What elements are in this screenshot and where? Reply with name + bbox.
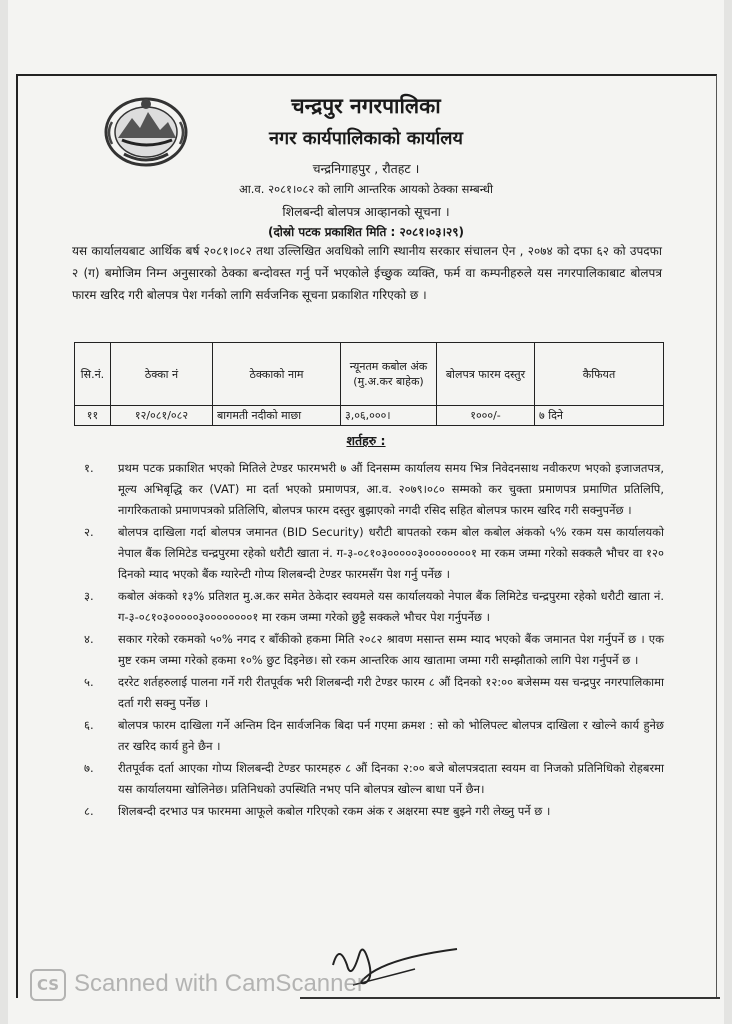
condition-item bbox=[84, 458, 664, 521]
condition-text: सकार गरेको रकमको ५०% नगद र बाँकीको हकमा मिति २०८२ श्रावण मसान्त सम्म म्याद भएको बैंक जमानत पेश गर्नुपर्ने छ । एक मुष्ट रकम जम्मा गरेको हकमा १०% छुट दिइनेछ। सो रकम आन्तरिक आय खातामा जम्मा गरी सम्झौताको लागि पेश गर्नुपर्ने छ । bbox=[118, 632, 664, 667]
condition-item bbox=[84, 522, 664, 585]
address: चन्द्रनिगाहपुर , रौतहट । bbox=[312, 161, 420, 176]
cell-form-fee: १०००/- bbox=[437, 406, 535, 426]
tender-table bbox=[74, 342, 664, 426]
cell-remarks: ७ दिने bbox=[535, 406, 664, 426]
col-min-bid: न्यूनतम कबोल अंक (मु.अ.कर बाहेक) bbox=[341, 343, 437, 406]
condition-item bbox=[84, 586, 664, 628]
conditions-title: शर्तहरु : bbox=[346, 433, 386, 448]
cell-serial: ११ bbox=[75, 406, 111, 426]
condition-number: ८. bbox=[84, 804, 94, 818]
condition-number: ३. bbox=[84, 589, 94, 603]
condition-item bbox=[84, 715, 664, 757]
publish-date: (दोस्रो पटक प्रकाशित मिति : २०८१।०३।२९) bbox=[267, 225, 465, 239]
condition-number: ४. bbox=[84, 632, 94, 646]
condition-text: बोलपत्र फारम दाखिला गर्ने अन्तिम दिन सार्वजनिक बिदा पर्न गएमा क्रमश : सो को भोलिपल्ट बोलपत्र दाखिला र खोल्ने कार्य हुनेछ तर खरिद कार्य हुने छैन । bbox=[118, 718, 664, 753]
col-remarks: कैफियत bbox=[535, 343, 664, 406]
condition-text: शिलबन्दी दरभाउ पत्र फारममा आफूले कबोल गरिएको रकम अंक र अक्षरमा स्पष्ट बुझ्ने गरी लेख्नु पर्ने छ । bbox=[118, 804, 551, 818]
col-contract-no: ठेक्का नं bbox=[111, 343, 213, 406]
condition-number: ५. bbox=[84, 675, 94, 689]
condition-text: रीतपूर्वक दर्ता आएका गोप्य शिलबन्दी टेण्डर फारमहरु ८ औं दिनका २:०० बजे बोलपत्रदाता स्वयम वा निजको प्रतिनिधिको रोहबरमा यस कार्यालयमा खोलिनेछ। प्रतिनिधको उपस्थिति नभए पनि बोलपत्र खोल्न बाधा पर्ने छैन। bbox=[118, 761, 664, 796]
condition-number: १. bbox=[84, 461, 94, 475]
cell-min-bid: ३,०६,०००। bbox=[341, 406, 437, 426]
condition-number: ६. bbox=[84, 718, 94, 732]
conditions-list bbox=[84, 458, 664, 822]
col-serial: सि.नं. bbox=[75, 343, 111, 406]
office-title: नगर कार्यपालिकाको कार्यालय bbox=[269, 128, 463, 149]
condition-item bbox=[84, 629, 664, 671]
condition-text: बोलपत्र दाखिला गर्दा बोलपत्र जमानत (BID Security) धरौटी बापतको रकम बोल कबोल अंकको ५% रकम यस कार्यालयको नेपाल बैंक लिमिटेड चन्द्रपुरमा रहेको धरौटी खाता नं. ग-३-०८१०३०००००३००००००००१ मा रकम जम्मा गरेको सक्कलै भौचर वा १२० दिनको म्याद भएको बैंक ग्यारेन्टी गोप्य शिलबन्दी टेण्डर फारमसँग पेश गर्नु पर्नेछ । bbox=[118, 525, 664, 581]
condition-number: २. bbox=[84, 525, 94, 539]
subject-line-1: आ.व. २०८१।०८२ को लागि आन्तरिक आयको ठेक्का सम्बन्धी bbox=[239, 182, 493, 196]
cell-contract-no: १२/०८१/०८२ bbox=[111, 406, 213, 426]
condition-number: ७. bbox=[84, 761, 94, 775]
condition-text: दररेट शर्तहरुलाई पालना गर्ने गरी रीतपूर्वक भरी शिलबन्दी गरी टेण्डर फारम ८ औं दिनको १२:०० बजेसम्म यस चन्द्रपुर नगरपालिकामा दर्ता गरी सक्नु पर्नेछ । bbox=[118, 675, 664, 710]
condition-item bbox=[84, 672, 664, 714]
condition-text: कबोल अंकको १३% प्रतिशत मु.अ.कर समेत ठेकेदार स्वयमले यस कार्यालयको नेपाल बैंक लिमिटेड चन्द्रपुरमा रहेको धरौटी खाता नं. ग-३-०८१०३०००००३००००००००१ मा रकम जम्मा गरेको छुट्टै सक्कले भौचर पेश गर्नुपर्नेछ । bbox=[118, 589, 664, 624]
municipality-title: चन्द्रपुर नगरपालिका bbox=[291, 94, 441, 118]
table-header-row bbox=[75, 343, 664, 406]
cell-contract-name: बागमती नदीको माछा bbox=[213, 406, 341, 426]
col-form-fee: बोलपत्र फारम दस्तुर bbox=[437, 343, 535, 406]
camscanner-watermark bbox=[30, 967, 410, 1003]
subject-line-2: शिलबन्दी बोलपत्र आव्हानको सूचना । bbox=[282, 204, 450, 219]
condition-text: प्रथम पटक प्रकाशित भएको मितिले टेण्डर फारमभरी ७ औं दिनसम्म कार्यालय समय भित्र निवेदनसाथ नवीकरण भएको इजाजतपत्र, मूल्य अभिबृद्धि कर (VAT) मा दर्ता भएको प्रमाणपत्र, आ.व. २०७९।०८० सम्मको कर चुक्ता प्रमाणपत्र प्रमाणित प्रतिलिपि, नागरिकताको प्रमाणपत्रको प्रतिलिपि, बोलपत्र फारम दस्तुर बुझाएको नगदी रसिद सहित बोलपत्र फारम खरिद गरी सक्नुपर्नेछ । bbox=[118, 461, 664, 517]
col-contract-name: ठेक्काको नाम bbox=[213, 343, 341, 406]
intro-paragraph: यस कार्यालयबाट आर्थिक बर्ष २०८१।०८२ तथा उल्लिखित अवधिको लागि स्थानीय सरकार संचालन ऐन , २०७४ को दफा ६२ को उपदफा २ (ग) बमोजिम निम्न अनुसारको ठेक्का बन्दोवस्त गर्नु पर्ने भएकोले ईच्छुक व्यक्ति, फर्म वा कम्पनीहरुले यस नगरपालिकाबाट बोलपत्र फारम खरिद गरी बोलपत्र पेश गर्नको लागि सर्वजनिक सूचना प्रकाशित गरिएको छ । bbox=[72, 244, 662, 302]
table-row bbox=[75, 406, 664, 426]
watermark-text: Scanned with CamScanner bbox=[74, 970, 365, 997]
condition-item bbox=[84, 801, 664, 822]
camscanner-logo-icon: CS bbox=[30, 969, 66, 1001]
condition-item bbox=[84, 758, 664, 800]
